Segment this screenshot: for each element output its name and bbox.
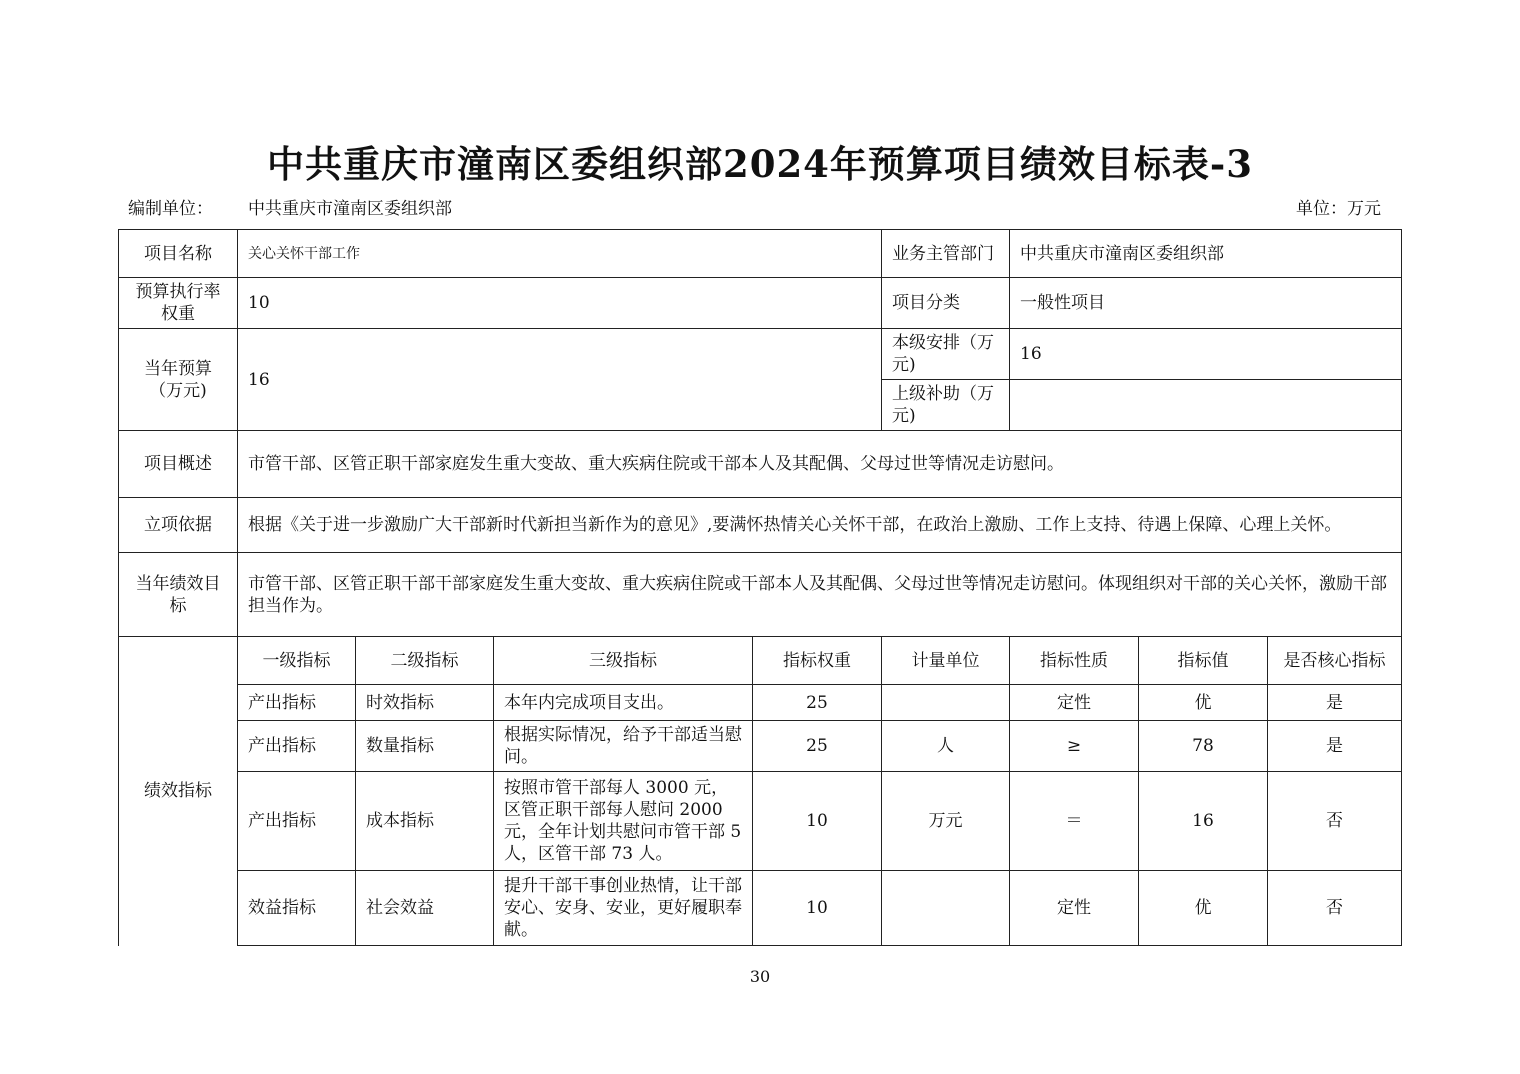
indicator-l3: 根据实际情况，给予干部适当慰问。 (494, 721, 753, 772)
header-cell: 一级指标 (238, 637, 356, 685)
indicator-value: 优 (1139, 685, 1268, 721)
local-label: 本级安排（万元) (882, 329, 1010, 380)
indicator-l2: 社会效益 (356, 871, 494, 946)
indicator-l1: 产出指标 (238, 772, 356, 871)
header-cell: 指标权重 (753, 637, 882, 685)
header-cell: 指标性质 (1010, 637, 1139, 685)
upper-label: 上级补助（万元) (882, 380, 1010, 431)
upper-value (1010, 380, 1402, 431)
indicator-l2: 成本指标 (356, 772, 494, 871)
indicator-value: 16 (1139, 772, 1268, 871)
indicator-value: 优 (1139, 871, 1268, 946)
unit-value: 中共重庆市潼南区委组织部 (248, 199, 452, 219)
project-name: 关心关怀干部工作 (238, 230, 882, 278)
header-cell: 指标值 (1139, 637, 1268, 685)
overview-text: 市管干部、区管正职干部家庭发生重大变故、重大疾病住院或干部本人及其配偶、父母过世等情况走访慰问。 (238, 431, 1402, 498)
indicator-l1: 效益指标 (238, 871, 356, 946)
header-cell: 三级指标 (494, 637, 753, 685)
page-number: 30 (749, 967, 771, 986)
budget-label: 当年预算（万元) (119, 329, 238, 431)
indicator-unit: 万元 (882, 772, 1010, 871)
indicator-core: 否 (1268, 772, 1402, 871)
rate-label: 预算执行率权重 (119, 278, 238, 329)
local-value: 16 (1010, 329, 1402, 380)
currency-label: 单位：万元 (1296, 199, 1381, 219)
indicator-l3: 按照市管干部每人 3000 元，区管正职干部每人慰问 2000 元，全年计划共慰问市管干部 5 人，区管干部 73 人。 (494, 772, 753, 871)
indicator-nature: ＝ (1010, 772, 1139, 871)
performance-table (118, 229, 1402, 946)
category-value: 一般性项目 (1010, 278, 1402, 329)
perf-label: 绩效指标 (119, 637, 238, 946)
indicator-l1: 产出指标 (238, 685, 356, 721)
indicator-core: 是 (1268, 685, 1402, 721)
indicator-nature: ≥ (1010, 721, 1139, 772)
indicator-nature: 定性 (1010, 871, 1139, 946)
indicator-unit (882, 685, 1010, 721)
indicator-unit: 人 (882, 721, 1010, 772)
overview-label: 项目概述 (119, 431, 238, 498)
goal-text: 市管干部、区管正职干部干部家庭发生重大变故、重大疾病住院或干部本人及其配偶、父母过世等情况走访慰问。体现组织对干部的关心关怀，激励干部担当作为。 (238, 553, 1402, 637)
category-label: 项目分类 (882, 278, 1010, 329)
indicator-weight: 10 (753, 772, 882, 871)
indicator-value: 78 (1139, 721, 1268, 772)
indicator-nature: 定性 (1010, 685, 1139, 721)
indicator-l2: 时效指标 (356, 685, 494, 721)
unit-label: 编制单位： (128, 199, 213, 219)
basis-text: 根据《关于进一步激励广大干部新时代新担当新作为的意见》,要满怀热情关心关怀干部，在政治上激励、工作上支持、待遇上保障、心理上关怀。 (238, 498, 1402, 553)
indicator-weight: 25 (753, 721, 882, 772)
basis-label: 立项依据 (119, 498, 238, 553)
project-name-label: 项目名称 (119, 230, 238, 278)
indicator-l1: 产出指标 (238, 721, 356, 772)
indicator-unit (882, 871, 1010, 946)
indicator-core: 是 (1268, 721, 1402, 772)
rate-value: 10 (238, 278, 882, 329)
indicator-core: 否 (1268, 871, 1402, 946)
indicator-l3: 提升干部干事创业热情，让干部安心、安身、安业，更好履职奉献。 (494, 871, 753, 946)
goal-label: 当年绩效目标 (119, 553, 238, 637)
indicator-l3: 本年内完成项目支出。 (494, 685, 753, 721)
page-title: 中共重庆市潼南区委组织部2024年预算项目绩效目标表-3 (266, 142, 1254, 186)
header-cell: 计量单位 (882, 637, 1010, 685)
header-cell: 二级指标 (356, 637, 494, 685)
header-cell: 是否核心指标 (1268, 637, 1402, 685)
dept-value: 中共重庆市潼南区委组织部 (1010, 230, 1402, 278)
budget-value: 16 (238, 329, 882, 431)
indicator-l2: 数量指标 (356, 721, 494, 772)
indicator-weight: 25 (753, 685, 882, 721)
indicator-weight: 10 (753, 871, 882, 946)
dept-label: 业务主管部门 (882, 230, 1010, 278)
